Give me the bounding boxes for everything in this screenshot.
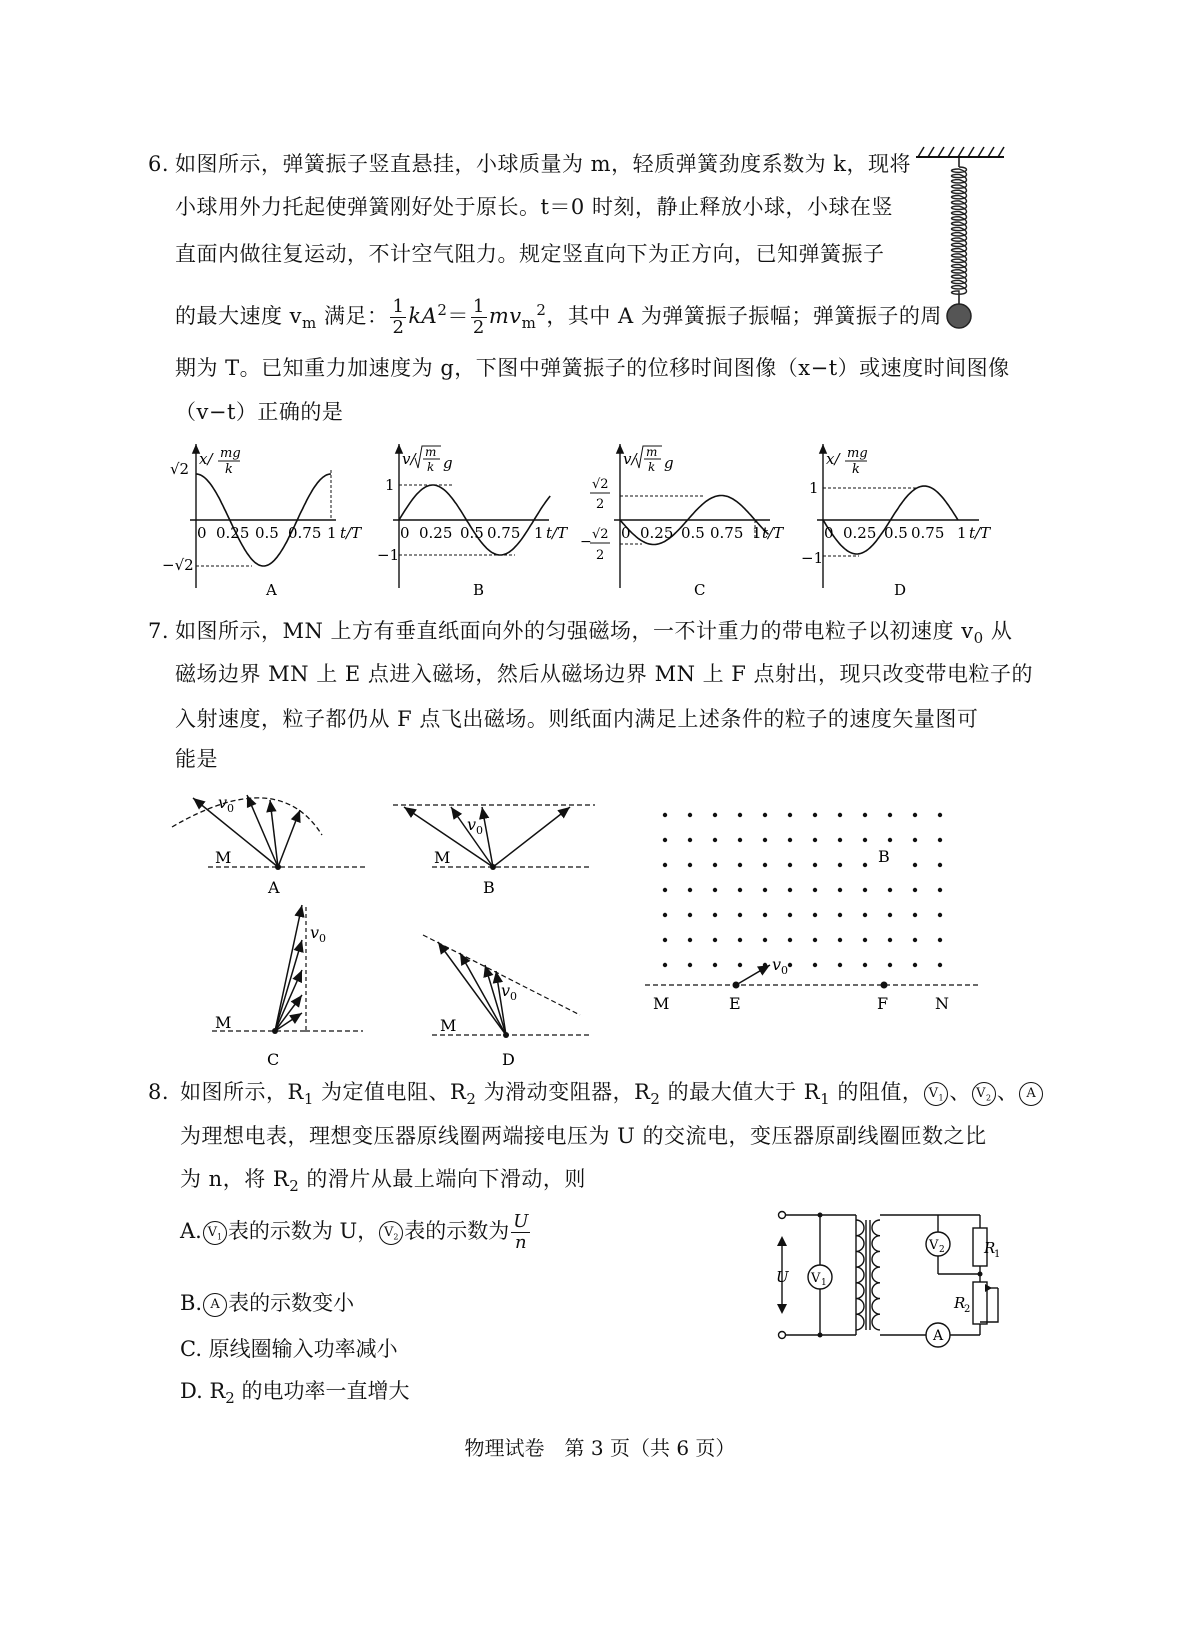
- svg-text:√2: √2: [592, 527, 609, 542]
- field-dot: [913, 838, 917, 842]
- svg-text:√2: √2: [170, 460, 190, 478]
- q7-number: 7.: [148, 619, 170, 643]
- svg-text:mg: mg: [847, 446, 868, 461]
- svg-text:R: R: [954, 1294, 966, 1312]
- field-dot: [938, 963, 942, 967]
- svg-text:0: 0: [781, 964, 788, 977]
- field-dot: [663, 813, 667, 817]
- svg-text:0: 0: [476, 824, 483, 837]
- field-dot: [738, 863, 742, 867]
- field-dot: [838, 913, 842, 917]
- q6-line3: 直面内做往复运动，不计空气阻力。规定竖直向下为正方向，已知弹簧振子: [175, 242, 885, 266]
- svg-text:0.5: 0.5: [681, 524, 705, 542]
- field-dot: [863, 963, 867, 967]
- field-dot: [813, 913, 817, 917]
- point-f: [881, 982, 888, 989]
- svg-text:2: 2: [964, 1304, 971, 1315]
- q8-circuit: [768, 1200, 1008, 1350]
- voltmeter-v1-symbol: $V_1$: [924, 1082, 948, 1106]
- svg-text:−: −: [580, 534, 592, 550]
- svg-text:D: D: [502, 1050, 515, 1069]
- field-dot: [888, 838, 892, 842]
- svg-text:0.75: 0.75: [288, 524, 322, 542]
- field-dot: [838, 963, 842, 967]
- svg-text:2: 2: [596, 548, 605, 563]
- svg-text:v/: v/: [623, 450, 637, 468]
- svg-text:0: 0: [621, 524, 631, 542]
- q6-graphs: [160, 438, 1020, 604]
- field-dot: [738, 838, 742, 842]
- svg-text:A: A: [268, 878, 280, 897]
- field-dot: [863, 913, 867, 917]
- field-dot: [913, 913, 917, 917]
- svg-text:g: g: [664, 454, 674, 472]
- svg-text:k: k: [225, 462, 233, 477]
- field-dot: [713, 888, 717, 892]
- page-footer: 物理试卷 第 3 页（共 6 页）: [464, 1436, 736, 1460]
- field-dot: [663, 913, 667, 917]
- svg-text:M: M: [440, 1016, 457, 1035]
- field-dot: [788, 888, 792, 892]
- field-dot: [863, 938, 867, 942]
- svg-text:M: M: [653, 994, 670, 1013]
- field-dot: [713, 863, 717, 867]
- field-dot: [763, 813, 767, 817]
- svg-text:A: A: [266, 581, 277, 599]
- field-dot: [738, 888, 742, 892]
- field-dot: [688, 888, 692, 892]
- svg-text:M: M: [215, 848, 232, 867]
- q7-line1: 如图所示，MN 上方有垂直纸面向外的匀强磁场，一不计重力的带电粒子以初速度 $v_0$ 从: [175, 619, 1013, 648]
- field-dot: [688, 963, 692, 967]
- field-dot: [788, 838, 792, 842]
- svg-text:0.25: 0.25: [216, 524, 250, 542]
- field-dot: [863, 888, 867, 892]
- field-dot: [713, 813, 717, 817]
- svg-text:0: 0: [319, 932, 326, 945]
- svg-text:1: 1: [385, 476, 395, 494]
- svg-text:B: B: [483, 878, 495, 897]
- svg-text:A: A: [933, 1328, 944, 1344]
- svg-text:E: E: [729, 994, 741, 1013]
- vector-figure-b: [393, 805, 595, 897]
- ammeter-symbol: A: [1019, 1082, 1043, 1106]
- field-dot: [838, 838, 842, 842]
- svg-text:√2: √2: [592, 477, 609, 492]
- svg-text:v: v: [467, 815, 477, 834]
- field-dot: [813, 963, 817, 967]
- svg-text:t/T: t/T: [762, 524, 784, 542]
- field-dot: [688, 863, 692, 867]
- svg-text:B: B: [878, 847, 890, 866]
- svg-text:−1: −1: [801, 549, 824, 567]
- field-dot: [888, 963, 892, 967]
- svg-text:−1: −1: [377, 546, 400, 564]
- field-dot: [913, 863, 917, 867]
- field-dot: [888, 813, 892, 817]
- field-dot: [788, 813, 792, 817]
- q7-line4: 能是: [175, 747, 218, 771]
- svg-text:0.75: 0.75: [911, 524, 945, 542]
- svg-text:0.75: 0.75: [710, 524, 744, 542]
- field-dot: [913, 963, 917, 967]
- q6-line4: 的最大速度 $v_m$ 满足： $\frac{1}{2}$ $kA^2=$ $\frac{1}{2}$ $mv_m^2$，其中 A 为弹簧振子振幅；弹簧振子的周: [175, 296, 942, 338]
- svg-text:v: v: [218, 793, 228, 812]
- svg-text:V: V: [811, 1271, 821, 1286]
- svg-text:0.5: 0.5: [460, 524, 484, 542]
- svg-text:mg: mg: [220, 446, 241, 461]
- svg-text:−√2: −√2: [162, 556, 194, 574]
- field-dot: [688, 813, 692, 817]
- svg-text:C: C: [267, 1050, 280, 1069]
- svg-text:1: 1: [752, 524, 762, 542]
- field-dot: [938, 813, 942, 817]
- field-dot: [938, 938, 942, 942]
- magnetic-field-figure: [645, 813, 978, 1013]
- q6-line1: 如图所示，弹簧振子竖直悬挂，小球质量为 m，轻质弹簧劲度系数为 k，现将: [175, 152, 911, 176]
- q6-number: 6.: [148, 152, 170, 176]
- graph-d: [801, 444, 991, 599]
- svg-text:F: F: [877, 994, 889, 1013]
- svg-text:v: v: [501, 981, 511, 1000]
- field-dot: [713, 838, 717, 842]
- svg-text:1: 1: [994, 1249, 1001, 1260]
- svg-text:0: 0: [197, 524, 207, 542]
- field-dot: [763, 838, 767, 842]
- field-dot: [663, 863, 667, 867]
- field-dot: [838, 938, 842, 942]
- field-dot: [863, 813, 867, 817]
- field-dot: [813, 888, 817, 892]
- svg-text:D: D: [894, 581, 907, 599]
- q8-line2: 为理想电表，理想变压器原线圈两端接电压为 U 的交流电，变压器原副线圈匝数之比: [180, 1124, 987, 1148]
- q8-option-c: C. 原线圈输入功率减小: [180, 1337, 398, 1361]
- svg-text:1: 1: [327, 524, 337, 542]
- field-dot: [813, 938, 817, 942]
- svg-text:0: 0: [824, 524, 834, 542]
- svg-text:0.75: 0.75: [487, 524, 521, 542]
- field-dot: [663, 938, 667, 942]
- field-dot: [688, 938, 692, 942]
- graph-c: [580, 444, 784, 599]
- svg-text:t/T: t/T: [546, 524, 568, 542]
- q7-line3: 入射速度，粒子都仍从 F 点飞出磁场。则纸面内满足上述条件的粒子的速度矢量图可: [175, 707, 979, 731]
- field-dot: [663, 888, 667, 892]
- field-dot: [763, 938, 767, 942]
- field-dot: [788, 913, 792, 917]
- svg-text:k: k: [852, 462, 860, 477]
- q6-line2: 小球用外力托起使弹簧刚好处于原长。t＝0 时刻，静止释放小球，小球在竖: [175, 195, 893, 219]
- graph-b: [377, 444, 568, 599]
- voltmeter-v2-symbol: $V_2$: [972, 1082, 996, 1106]
- field-dot: [713, 938, 717, 942]
- svg-text:M: M: [434, 848, 451, 867]
- svg-text:0.5: 0.5: [255, 524, 279, 542]
- svg-text:N: N: [935, 994, 949, 1013]
- field-dot: [913, 813, 917, 817]
- field-dot: [788, 963, 792, 967]
- field-dot: [888, 888, 892, 892]
- field-dot: [938, 888, 942, 892]
- field-dot: [913, 938, 917, 942]
- field-dot: [838, 863, 842, 867]
- field-dot: [738, 963, 742, 967]
- field-dot: [763, 863, 767, 867]
- svg-text:C: C: [694, 581, 706, 599]
- svg-text:0.5: 0.5: [884, 524, 908, 542]
- svg-text:1: 1: [821, 1278, 827, 1288]
- svg-text:1: 1: [809, 479, 819, 497]
- q7-figures: [160, 785, 1000, 1075]
- svg-text:1: 1: [957, 524, 967, 542]
- svg-text:0: 0: [227, 802, 234, 815]
- field-dot: [813, 838, 817, 842]
- field-dot: [788, 863, 792, 867]
- svg-text:2: 2: [596, 497, 605, 512]
- field-dot: [663, 963, 667, 967]
- field-dot: [813, 813, 817, 817]
- svg-text:2: 2: [939, 1245, 945, 1255]
- field-dot: [738, 913, 742, 917]
- q6-line5: 期为 T。已知重力加速度为 g，下图中弹簧振子的位移时间图像（x−t）或速度时间图像: [175, 356, 1010, 380]
- svg-text:x/: x/: [826, 450, 840, 468]
- field-dot: [713, 963, 717, 967]
- field-dot: [863, 838, 867, 842]
- svg-text:R: R: [984, 1239, 996, 1257]
- field-dot: [938, 838, 942, 842]
- svg-text:t/T: t/T: [340, 524, 362, 542]
- svg-text:V: V: [929, 1238, 939, 1253]
- vector-figure-c: [212, 905, 363, 1069]
- field-dot: [888, 913, 892, 917]
- svg-text:0: 0: [510, 990, 517, 1003]
- svg-text:g: g: [443, 454, 453, 472]
- svg-text:M: M: [215, 1013, 232, 1032]
- svg-text:B: B: [473, 581, 485, 599]
- svg-text:0: 0: [400, 524, 410, 542]
- field-dot: [888, 938, 892, 942]
- ball-icon: [947, 304, 971, 328]
- svg-text:v: v: [772, 955, 782, 974]
- svg-text:v/: v/: [402, 450, 416, 468]
- field-dot: [713, 913, 717, 917]
- vector-figure-d: [423, 935, 592, 1069]
- field-dot: [863, 863, 867, 867]
- svg-text:1: 1: [534, 524, 544, 542]
- field-dot: [838, 888, 842, 892]
- field-dot: [788, 938, 792, 942]
- spring-oscillator-figure: [908, 145, 1008, 335]
- field-dot: [838, 813, 842, 817]
- field-dot: [763, 913, 767, 917]
- svg-text:U: U: [776, 1268, 789, 1286]
- field-dot: [763, 888, 767, 892]
- q7-line2: 磁场边界 MN 上 E 点进入磁场，然后从磁场边界 MN 上 F 点射出，现只改变带电粒子的: [175, 662, 1034, 686]
- graph-a: [162, 444, 362, 599]
- vector-figure-a: [172, 793, 365, 897]
- field-dot: [913, 888, 917, 892]
- svg-text:t/T: t/T: [969, 524, 991, 542]
- field-dot: [938, 913, 942, 917]
- svg-text:v: v: [310, 923, 320, 942]
- field-dot: [813, 863, 817, 867]
- q8-option-b: B. A 表的示数变小: [180, 1291, 355, 1315]
- q8-option-d: D. $R_2$ 的电功率一直增大: [180, 1379, 410, 1408]
- q8-number: 8.: [148, 1080, 170, 1104]
- q6-line6: （v−t）正确的是: [175, 400, 344, 424]
- field-dot: [938, 863, 942, 867]
- field-dot: [688, 913, 692, 917]
- svg-text:k: k: [427, 460, 435, 474]
- svg-text:0.25: 0.25: [640, 524, 674, 542]
- svg-text:x/: x/: [199, 450, 213, 468]
- field-dot: [738, 813, 742, 817]
- svg-text:m: m: [425, 445, 437, 459]
- q8-line1: 如图所示，$R_1$ 为定值电阻、$R_2$ 为滑动变阻器，$R_2$ 的最大值大于 $R_1$ 的阻值， $V_1$ 、 $V_2$ 、 A: [180, 1068, 1044, 1124]
- q8-line3: 为 n，将 $R_2$ 的滑片从最上端向下滑动，则: [180, 1167, 586, 1196]
- svg-text:0.25: 0.25: [419, 524, 453, 542]
- svg-text:0.25: 0.25: [843, 524, 877, 542]
- field-dot: [663, 838, 667, 842]
- q8-option-a: A. $V_1$ 表的示数为 U， $V_2$ 表的示数为 $\frac{U}{n}$: [180, 1211, 529, 1253]
- field-dot: [738, 938, 742, 942]
- svg-text:m: m: [646, 445, 658, 459]
- svg-text:k: k: [648, 460, 656, 474]
- field-dot: [688, 838, 692, 842]
